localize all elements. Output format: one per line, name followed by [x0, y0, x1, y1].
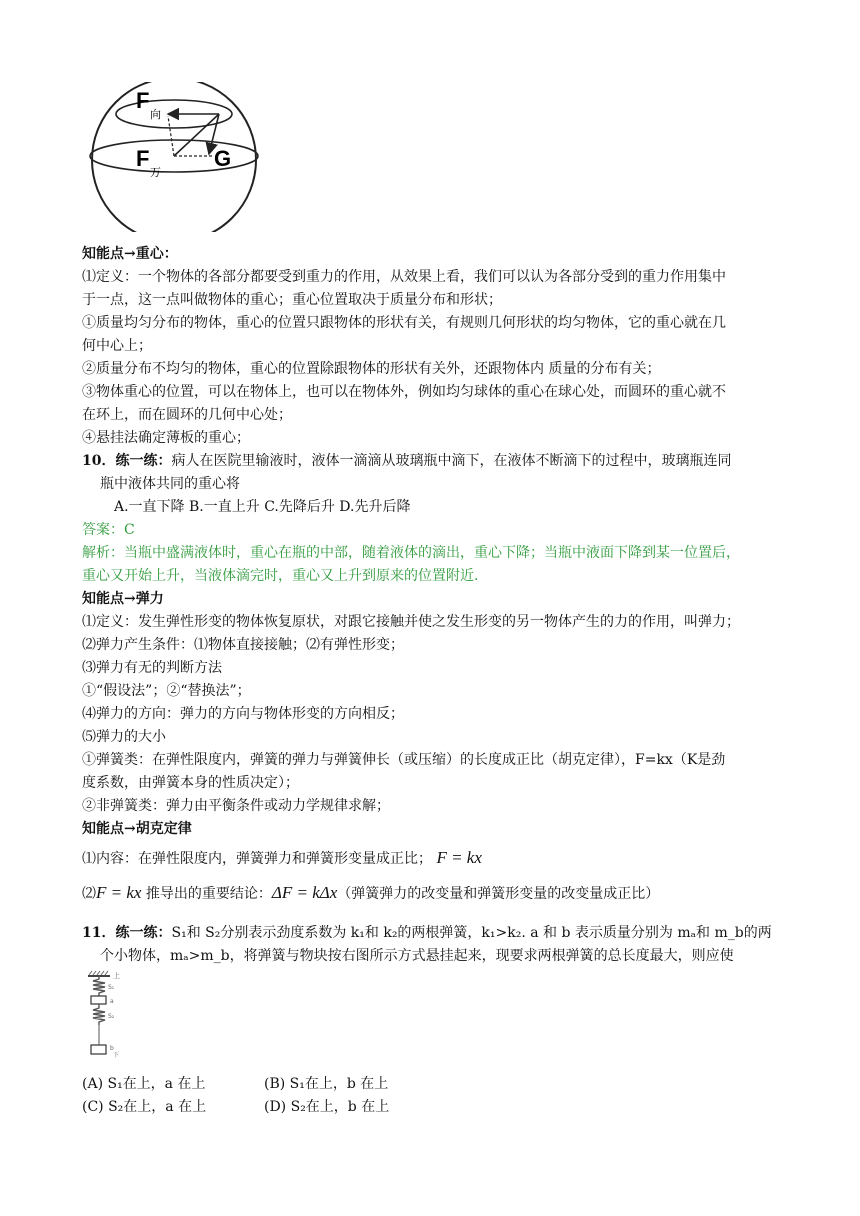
gravity-line: 于一点，这一点叫做物体的重心；重心位置取决于质量分布和形状；: [82, 292, 502, 308]
label-s2: S₂: [108, 1013, 115, 1020]
section-title-hooke: 知能点→胡克定律: [82, 821, 192, 837]
hooke-line2-mid: 推导出的重要结论：: [141, 886, 272, 902]
q10-analysis: 解析：当瓶中盛满液体时，重心在瓶的中部，随着液体的滴出，重心下降；当瓶中液面下降到某一位置后，: [82, 545, 740, 561]
label-s1: S₁: [108, 984, 115, 991]
gravity-line: 何中心上；: [82, 338, 152, 354]
hooke-delta-formula: ΔF = kΔx: [271, 883, 338, 902]
gravity-line: ②质量分布不均匀的物体，重心的位置除跟物体的形状有关外，还跟物体内 质量的分布有关；: [82, 361, 661, 377]
section-title-gravity-center: 知能点→重心：: [82, 246, 178, 262]
q11-line1: [82, 923, 772, 943]
label-top: 上: [113, 972, 120, 980]
gravity-line: ⑴定义：一个物体的各部分都要受到重力的作用，从效果上看，我们可以认为各部分受到的重力作用集中: [82, 269, 726, 285]
hooke-line1-text: ⑴内容：在弹性限度内，弹簧弹力和弹簧形变量成正比；: [82, 851, 432, 867]
q11-option-c: (C) S₂在上，a 在上: [82, 1099, 207, 1115]
label-a: a: [110, 998, 114, 1005]
q10-line1: [82, 451, 731, 471]
elastic-line: 度系数，由弹簧本身的性质决定）；: [82, 775, 299, 791]
q11-option-a: (A) S₁在上，a 在上: [82, 1076, 206, 1092]
elastic-line: ②非弹簧类：弹力由平衡条件或动力学规律求解；: [82, 798, 390, 814]
gravity-line: ④悬挂法确定薄板的重心；: [82, 430, 250, 446]
label-g: G: [214, 146, 232, 171]
q11-lead: 11．练一练：: [82, 925, 172, 941]
q11-option-d: (D) S₂在上，b 在上: [264, 1099, 390, 1115]
q11-option-b: (B) S₁在上，b 在上: [264, 1076, 389, 1092]
section-title-elastic: 知能点→弹力: [82, 591, 164, 607]
spring-diagram: [86, 970, 126, 1060]
sphere-force-diagram: [84, 82, 264, 232]
q11-text1: S₁和 S₂分别表示劲度系数为 k₁和 k₂的两根弹簧，k₁>k₂. a 和 b 表示质量分别为 mₐ和 m_b的两: [171, 925, 772, 941]
hooke-formula: F = kx: [96, 883, 142, 902]
q11-text2: 个小物体，mₐ>m_b，将弹簧与物块按右图所示方式悬挂起来，现要求两根弹簧的总长度最大，则应使: [100, 948, 734, 964]
q10-answer: 答案：C: [82, 522, 135, 538]
label-f-xiang-sub: 向: [150, 108, 161, 121]
hooke-line2: [82, 883, 659, 904]
gravity-line: ③物体重心的位置，可以在物体上，也可以在物体外，例如均匀球体的重心在球心处，而圆环的重心就不: [82, 384, 726, 400]
elastic-line: ①弹簧类：在弹性限度内，弹簧的弹力与弹簧伸长（或压缩）的长度成正比（胡克定律），F=kx（K是劲: [82, 752, 726, 768]
hooke-formula: F = kx: [436, 848, 482, 867]
gravity-line: 在环上，而在圆环的几何中心处；: [82, 407, 292, 423]
q10-text1: 病人在医院里输液时，液体一滴滴从玻璃瓶中滴下，在液体不断滴下的过程中，玻璃瓶连同: [171, 453, 732, 469]
elastic-line: ①“假设法”；②“替换法”；: [82, 683, 251, 699]
elastic-line: ⑸弹力的大小: [82, 729, 166, 745]
label-bottom: 下: [113, 1052, 120, 1059]
label-f-wan: F: [136, 146, 150, 171]
hooke-line1: [82, 848, 482, 869]
elastic-line: ⑴定义：发生弹性形变的物体恢复原状，对跟它接触并使之发生形变的另一物体产生的力的作用，叫弹力；: [82, 614, 740, 630]
hooke-line2-suffix: （弹簧弹力的改变量和弹簧形变量的改变量成正比）: [337, 886, 660, 902]
hooke-line2-prefix: ⑵: [82, 886, 96, 902]
label-f-xiang: F: [136, 88, 150, 113]
label-b: b: [110, 1045, 114, 1052]
q10-analysis: 重心又开始上升，当液体滴完时，重心又上升到原来的位置附近.: [82, 568, 479, 584]
elastic-line: ⑶弹力有无的判断方法: [82, 660, 222, 676]
q10-text2: 瓶中液体共同的重心将: [100, 476, 240, 492]
q10-lead: 10．练一练：: [82, 453, 172, 469]
elastic-line: ⑵弹力产生条件：⑴物体直接接触；⑵有弹性形变；: [82, 637, 404, 653]
q10-options: A.一直下降 B.一直上升 C.先降后升 D.先升后降: [114, 499, 411, 515]
label-f-wan-sub: 万: [150, 166, 161, 179]
gravity-line: ①质量均匀分布的物体，重心的位置只跟物体的形状有关，有规则几何形状的均匀物体，它的重心就在几: [82, 315, 726, 331]
elastic-line: ⑷弹力的方向：弹力的方向与物体形变的方向相反；: [82, 706, 404, 722]
